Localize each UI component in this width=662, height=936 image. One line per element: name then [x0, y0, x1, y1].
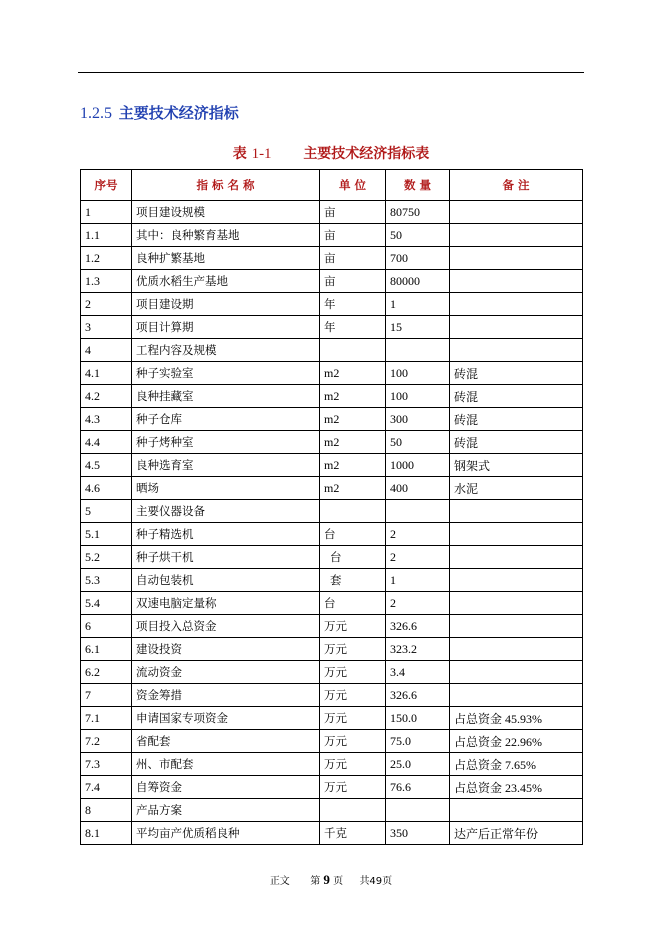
footer-total: 共49页 — [359, 876, 393, 887]
row-quantity: 400 — [386, 477, 450, 500]
row-index: 8.1 — [81, 822, 132, 845]
row-quantity: 326.6 — [386, 684, 450, 707]
table-row — [81, 546, 583, 569]
row-unit: m2 — [320, 477, 386, 500]
row-quantity: 75.0 — [386, 730, 450, 753]
row-index: 4.1 — [81, 362, 132, 385]
row-index: 6 — [81, 615, 132, 638]
row-index: 4.4 — [81, 431, 132, 454]
row-unit — [320, 339, 386, 362]
row-note: 钢架式 — [450, 454, 583, 477]
caption-prefix: 表 — [232, 146, 247, 162]
row-quantity: 350 — [386, 822, 450, 845]
row-note: 砖混 — [450, 431, 583, 454]
row-unit: 万元 — [320, 753, 386, 776]
row-unit: 亩 — [320, 247, 386, 270]
table-row — [81, 477, 583, 500]
row-unit: m2 — [320, 385, 386, 408]
table-row — [81, 684, 583, 707]
row-quantity — [386, 339, 450, 362]
row-note — [450, 316, 583, 339]
row-quantity: 1000 — [386, 454, 450, 477]
row-note — [450, 224, 583, 247]
row-name: 平均亩产优质稻良种 — [132, 822, 320, 845]
table-row — [81, 247, 583, 270]
row-name: 省配套 — [132, 730, 320, 753]
row-unit — [320, 500, 386, 523]
row-note: 占总资金 45.93% — [450, 707, 583, 730]
row-index: 2 — [81, 293, 132, 316]
footer-page-suffix: 页 — [333, 876, 344, 887]
row-note — [450, 270, 583, 293]
row-index: 5.2 — [81, 546, 132, 569]
table-row — [81, 638, 583, 661]
footer-label: 正文 — [269, 876, 290, 887]
table-row — [81, 799, 583, 822]
row-quantity: 50 — [386, 431, 450, 454]
row-name: 良种挂藏室 — [132, 385, 320, 408]
row-note: 占总资金 22.96% — [450, 730, 583, 753]
row-note: 占总资金 7.65% — [450, 753, 583, 776]
table-row — [81, 500, 583, 523]
row-name: 项目计算期 — [132, 316, 320, 339]
header-name: 指 标 名 称 — [132, 170, 320, 201]
row-note — [450, 684, 583, 707]
footer-page-number: 9 — [323, 872, 330, 887]
row-unit: 万元 — [320, 776, 386, 799]
table-row — [81, 431, 583, 454]
table-row — [81, 454, 583, 477]
row-index: 4.2 — [81, 385, 132, 408]
row-name: 良种扩繁基地 — [132, 247, 320, 270]
caption-title: 主要技术经济指标表 — [303, 146, 430, 162]
table-row — [81, 224, 583, 247]
section-number: 1.2.5 — [80, 105, 112, 122]
row-note — [450, 500, 583, 523]
table-row — [81, 776, 583, 799]
header-index: 序号 — [81, 170, 132, 201]
table-row — [81, 569, 583, 592]
table-row — [81, 293, 583, 316]
row-quantity: 3.4 — [386, 661, 450, 684]
row-name: 自动包装机 — [132, 569, 320, 592]
row-unit: 万元 — [320, 661, 386, 684]
row-unit: m2 — [320, 408, 386, 431]
row-index: 1.2 — [81, 247, 132, 270]
row-unit — [320, 799, 386, 822]
row-name: 建设投资 — [132, 638, 320, 661]
row-quantity: 100 — [386, 385, 450, 408]
row-quantity: 15 — [386, 316, 450, 339]
row-index: 3 — [81, 316, 132, 339]
header-note: 备 注 — [450, 170, 583, 201]
table-row — [81, 523, 583, 546]
row-index: 7.4 — [81, 776, 132, 799]
header-unit: 单 位 — [320, 170, 386, 201]
table-caption — [0, 143, 662, 163]
row-index: 1.3 — [81, 270, 132, 293]
row-note: 砖混 — [450, 408, 583, 431]
table-row — [81, 753, 583, 776]
row-quantity: 25.0 — [386, 753, 450, 776]
section-heading — [80, 102, 239, 123]
row-quantity: 50 — [386, 224, 450, 247]
row-unit: 台 — [320, 546, 386, 569]
row-index: 5.3 — [81, 569, 132, 592]
row-unit: m2 — [320, 362, 386, 385]
row-unit: m2 — [320, 454, 386, 477]
row-note: 砖混 — [450, 362, 583, 385]
table-row — [81, 339, 583, 362]
row-unit: 台 — [320, 592, 386, 615]
row-index: 7.2 — [81, 730, 132, 753]
row-index: 8 — [81, 799, 132, 822]
row-name: 申请国家专项资金 — [132, 707, 320, 730]
row-note — [450, 661, 583, 684]
row-unit: m2 — [320, 431, 386, 454]
row-quantity — [386, 500, 450, 523]
row-note: 砖混 — [450, 385, 583, 408]
row-quantity: 326.6 — [386, 615, 450, 638]
page-footer — [0, 872, 662, 888]
row-index: 1.1 — [81, 224, 132, 247]
row-name: 良种选育室 — [132, 454, 320, 477]
row-index: 1 — [81, 201, 132, 224]
section-title: 主要技术经济指标 — [118, 104, 239, 122]
row-index: 5 — [81, 500, 132, 523]
row-name: 项目投入总资金 — [132, 615, 320, 638]
row-name: 资金筹措 — [132, 684, 320, 707]
row-quantity — [386, 799, 450, 822]
row-note: 达产后正常年份 — [450, 822, 583, 845]
table-body — [81, 201, 583, 845]
row-name: 项目建设期 — [132, 293, 320, 316]
row-name: 产品方案 — [132, 799, 320, 822]
row-quantity: 76.6 — [386, 776, 450, 799]
row-unit: 万元 — [320, 684, 386, 707]
table-row — [81, 201, 583, 224]
row-quantity: 1 — [386, 569, 450, 592]
table-row — [81, 385, 583, 408]
row-unit: 亩 — [320, 270, 386, 293]
table-row — [81, 615, 583, 638]
row-index: 5.1 — [81, 523, 132, 546]
row-index: 5.4 — [81, 592, 132, 615]
row-name: 种子烤种室 — [132, 431, 320, 454]
row-index: 7 — [81, 684, 132, 707]
table-row — [81, 316, 583, 339]
row-note — [450, 546, 583, 569]
footer-page-prefix: 第 — [310, 876, 321, 887]
row-name: 项目建设规模 — [132, 201, 320, 224]
row-name: 晒场 — [132, 477, 320, 500]
row-unit: 万元 — [320, 707, 386, 730]
table-row — [81, 730, 583, 753]
indicator-table — [80, 169, 583, 845]
table-row — [81, 661, 583, 684]
row-index: 6.1 — [81, 638, 132, 661]
row-name: 流动资金 — [132, 661, 320, 684]
row-quantity: 80750 — [386, 201, 450, 224]
row-note — [450, 638, 583, 661]
row-quantity: 100 — [386, 362, 450, 385]
row-name: 种子精选机 — [132, 523, 320, 546]
row-index: 7.1 — [81, 707, 132, 730]
row-unit: 万元 — [320, 615, 386, 638]
row-note — [450, 247, 583, 270]
caption-number: 1-1 — [251, 146, 272, 162]
row-unit: 套 — [320, 569, 386, 592]
row-index: 4.6 — [81, 477, 132, 500]
row-unit: 年 — [320, 316, 386, 339]
row-quantity: 2 — [386, 523, 450, 546]
row-note — [450, 569, 583, 592]
row-name: 自筹资金 — [132, 776, 320, 799]
row-quantity: 2 — [386, 592, 450, 615]
row-name: 双速电脑定量称 — [132, 592, 320, 615]
row-name: 其中：良种繁育基地 — [132, 224, 320, 247]
row-name: 种子烘干机 — [132, 546, 320, 569]
header-quantity: 数 量 — [386, 170, 450, 201]
row-name: 主要仪器设备 — [132, 500, 320, 523]
table-row — [81, 362, 583, 385]
row-note — [450, 523, 583, 546]
row-quantity: 150.0 — [386, 707, 450, 730]
row-note — [450, 339, 583, 362]
row-quantity: 700 — [386, 247, 450, 270]
row-unit: 亩 — [320, 224, 386, 247]
row-name: 优质水稻生产基地 — [132, 270, 320, 293]
table-row — [81, 592, 583, 615]
row-unit: 台 — [320, 523, 386, 546]
row-note — [450, 293, 583, 316]
header-rule — [78, 72, 584, 73]
row-unit: 万元 — [320, 638, 386, 661]
row-note — [450, 799, 583, 822]
row-unit: 万元 — [320, 730, 386, 753]
row-unit: 千克 — [320, 822, 386, 845]
row-unit: 年 — [320, 293, 386, 316]
table-row — [81, 270, 583, 293]
row-index: 4.5 — [81, 454, 132, 477]
row-index: 4 — [81, 339, 132, 362]
table-row — [81, 822, 583, 845]
row-name: 工程内容及规模 — [132, 339, 320, 362]
row-index: 6.2 — [81, 661, 132, 684]
table-row — [81, 408, 583, 431]
row-note — [450, 201, 583, 224]
row-note — [450, 615, 583, 638]
row-name: 种子仓库 — [132, 408, 320, 431]
row-note: 水泥 — [450, 477, 583, 500]
row-unit: 亩 — [320, 201, 386, 224]
row-note: 占总资金 23.45% — [450, 776, 583, 799]
row-note — [450, 592, 583, 615]
row-index: 4.3 — [81, 408, 132, 431]
row-index: 7.3 — [81, 753, 132, 776]
row-quantity: 1 — [386, 293, 450, 316]
table-header-row — [81, 170, 583, 201]
table-row — [81, 707, 583, 730]
row-quantity: 80000 — [386, 270, 450, 293]
row-name: 州、市配套 — [132, 753, 320, 776]
row-quantity: 300 — [386, 408, 450, 431]
row-name: 种子实验室 — [132, 362, 320, 385]
row-quantity: 323.2 — [386, 638, 450, 661]
row-quantity: 2 — [386, 546, 450, 569]
